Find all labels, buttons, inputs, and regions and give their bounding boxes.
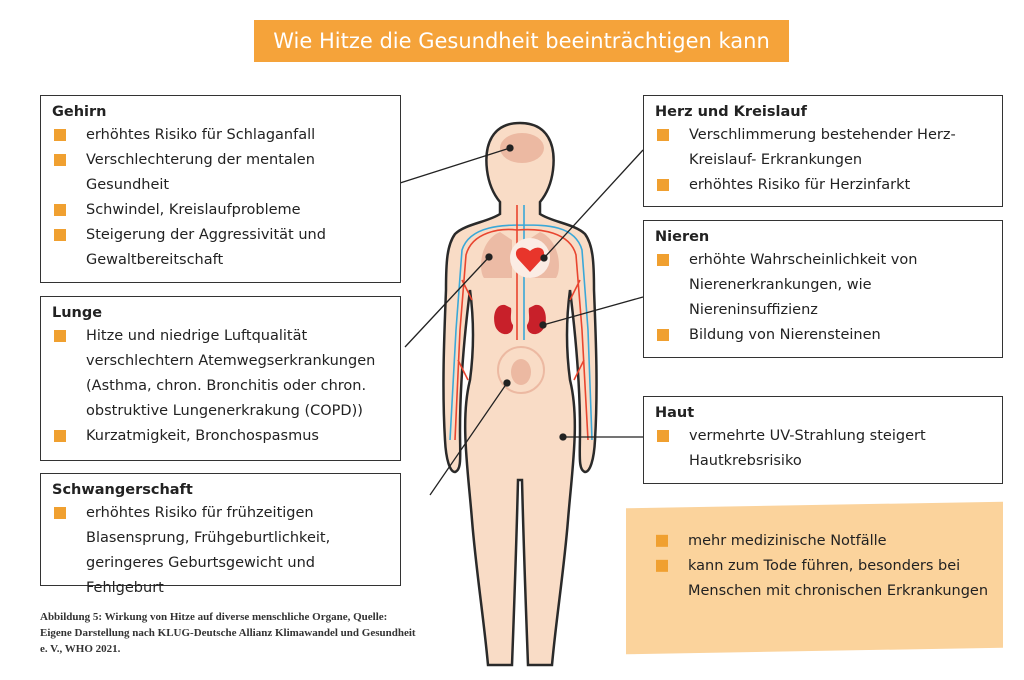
list-item: Hitze und niedrige Luftqualität verschlechtern Atemwegserkrankungen (Asthma, chron. Bronchitis oder chron. obstruktive Lungenerkrakung (COPD)) [52,324,390,424]
general-effects-box [626,502,1003,655]
box-heading: Herz und Kreislauf [655,104,807,120]
box-schwangerschaft [40,473,401,596]
list-item: erhöhte Wahrscheinlichkeit von Nierenerkrankungen, wie Niereninsuffizienz [655,248,992,323]
list-item: erhöhtes Risiko für Herzinfarkt [655,173,992,198]
list-item: Verschlimmerung bestehender Herz-Kreislauf- Erkrankungen [655,123,992,173]
list-item: kann zum Tode führen, besonders bei Menschen mit chronischen Erkrankungen [655,554,993,604]
human-body-icon [443,123,596,665]
box-nieren [643,220,1003,358]
box-heading: Nieren [655,229,710,245]
fetus-shape [511,359,531,385]
list-item: Verschlechterung der mentalen Gesundheit [52,148,390,198]
page-title: Wie Hitze die Gesundheit beeinträchtigen kann [254,20,789,62]
list-item: mehr medizinische Notfälle [655,529,993,554]
box-heading: Haut [655,405,695,421]
list-item: erhöhtes Risiko für frühzeitigen Blasensprung, Frühgeburtlichkeit, geringeres Geburtsgewicht und Fehlgeburt [52,501,390,601]
list-item: Steigerung der Aggressivität und Gewaltbereitschaft [52,223,390,273]
box-heading: Schwangerschaft [52,482,193,498]
box-heading: Lunge [52,305,103,321]
list-item: vermehrte UV-Strahlung steigert Hautkrebsrisiko [655,424,992,474]
box-heading: Gehirn [52,104,107,120]
box-herz [643,95,1003,207]
box-lunge [40,296,401,461]
box-haut [643,396,1003,484]
list-item: Kurzatmigkeit, Bronchospasmus [52,424,390,449]
list-item: erhöhtes Risiko für Schlaganfall [52,123,390,148]
list-item: Schwindel, Kreislaufprobleme [52,198,390,223]
list-item: Bildung von Nierensteinen [655,323,992,348]
figure-caption: Abbildung 5: Wirkung von Hitze auf diverse menschliche Organe, Quelle: Eigene Darstellung nach KLUG-Deutsche Allianz Klimawandel und Gesundheit e. V., WHO 2021. [40,611,416,655]
box-gehirn [40,95,401,283]
